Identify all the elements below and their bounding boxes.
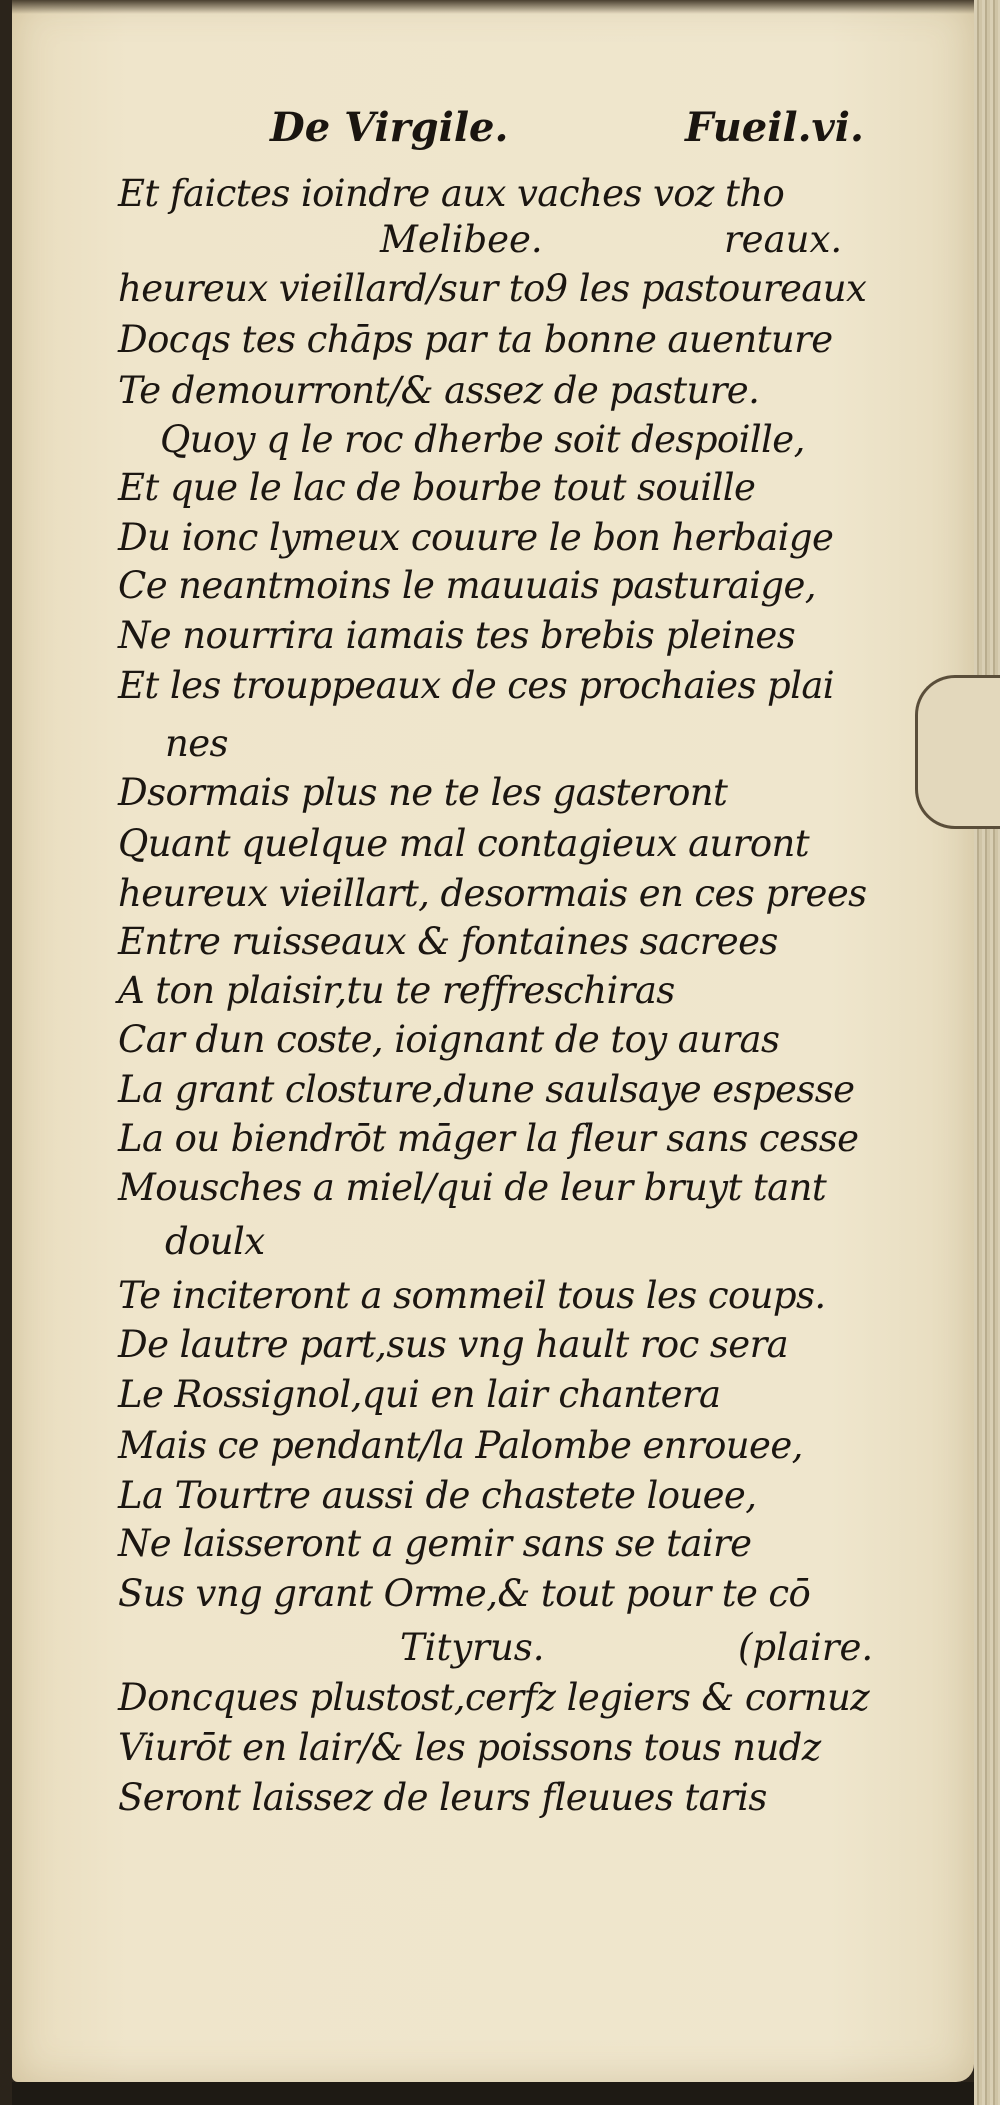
verse-line: Quant quelque mal contagieux auront	[118, 822, 810, 865]
verse-line: Mais ce pendant/la Palombe enrouee,	[118, 1424, 803, 1467]
verse-line: De lautre part,sus vng hault roc sera	[118, 1323, 789, 1366]
verse-line: Doncques plustost,cerfz legiers & cornuz	[118, 1676, 870, 1719]
running-header	[0, 104, 1000, 154]
verse-line: La grant closture,dune saulsaye espesse	[118, 1068, 855, 1111]
verse-line: Dsormais plus ne te les gasteront	[118, 771, 728, 814]
verse-line: Et que le lac de bourbe tout souille	[118, 466, 756, 509]
verse-line: Car dun coste, ioignant de toy auras	[118, 1018, 780, 1061]
verse-line: Et faictes ioindre aux vaches voz tho	[118, 172, 785, 215]
verse-line: Seront laissez de leurs fleuues taris	[118, 1776, 767, 1819]
running-title: De Virgile.	[270, 104, 509, 151]
page-stack-edge	[974, 0, 1000, 2105]
verse-line: Du ionc lymeux couure le bon herbaige	[118, 516, 834, 559]
verse-line: Te demourront/& assez de pasture.	[118, 369, 760, 412]
verse-line: Viurōt en lair/& les poissons tous nudz	[118, 1726, 821, 1769]
verse-line: La ou biendrōt māger la fleur sans cesse	[118, 1117, 859, 1160]
line-continuation: reaux.	[724, 218, 843, 261]
verse-line: Ne laisseront a gemir sans se taire	[118, 1522, 752, 1565]
verse-line: nes	[165, 722, 228, 765]
verse-line: heureux vieillard/sur to9 les pastoureaux	[118, 267, 867, 310]
page-bottom-edge	[12, 2082, 974, 2105]
page-clip-tab	[915, 675, 1000, 829]
verse-line: heureux vieillart, desormais en ces prees	[118, 872, 867, 915]
verse-line: Mousches a miel/qui de leur bruyt tant	[118, 1166, 827, 1209]
verse-line: A ton plaisir,tu te reffreschiras	[118, 969, 675, 1012]
verse-line: doulx	[165, 1220, 265, 1263]
verse-line: Ce neantmoins le mauuais pasturaige,	[118, 564, 816, 607]
verse-line: Entre ruisseaux & fontaines sacrees	[118, 920, 778, 963]
page-top-shadow	[12, 0, 974, 14]
speaker-name: Tityrus.	[400, 1626, 545, 1669]
verse-line: Quoy q le roc dherbe soit despoille,	[160, 418, 805, 461]
speaker-name: Melibee.	[380, 218, 543, 261]
verse-line: La Tourtre aussi de chastete louee,	[118, 1474, 757, 1517]
verse-line: Te inciteront a sommeil tous les coups.	[118, 1274, 826, 1317]
verse-line: Le Rossignol,qui en lair chantera	[118, 1373, 721, 1416]
folio-number: Fueil.vi.	[685, 104, 864, 151]
verse-line: Sus vng grant Orme,& tout pour te cō	[118, 1572, 811, 1615]
line-continuation: (plaire.	[738, 1626, 874, 1669]
verse-line: Et les trouppeaux de ces prochaies plai	[118, 664, 835, 707]
verse-line: Ne nourrira iamais tes brebis pleines	[118, 614, 796, 657]
verse-line: Docqs tes chāps par ta bonne auenture	[118, 318, 833, 361]
